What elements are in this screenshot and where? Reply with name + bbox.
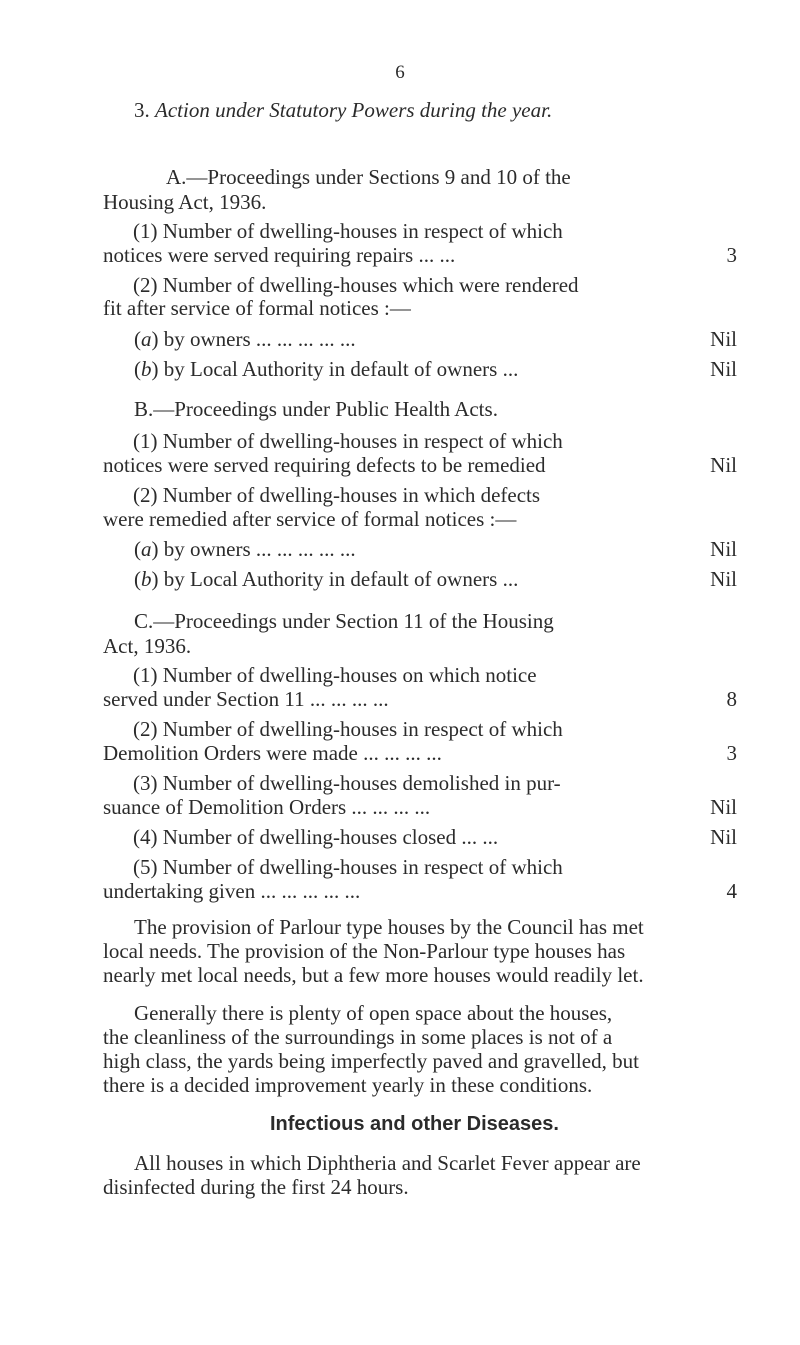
section-c-intro-cont: Act, 1936.: [103, 634, 192, 658]
section-b-item1: (1) Number of dwelling-houses in respect of which: [133, 429, 563, 453]
section-c-item3: (3) Number of dwelling-houses demolished in pur-: [133, 771, 561, 795]
subheading: Infectious and other Diseases.: [270, 1113, 559, 1135]
paragraph-2-line-1: Generally there is plenty of open space about the houses,: [134, 1001, 613, 1025]
section-a-item2-cont: fit after service of formal notices :—: [103, 296, 411, 320]
section-c-item2-cont: Demolition Orders were made ... ... ... ...: [103, 741, 442, 765]
section-c-item1-value: 8: [726, 687, 737, 711]
section-c-item3-cont: suance of Demolition Orders ... ... ... ...: [103, 795, 431, 819]
section-a-item2a: (a) by owners ... ... ... ... ...: [134, 327, 356, 351]
section-a-item1-value: 3: [726, 243, 737, 267]
section-a-item1: (1) Number of dwelling-houses in respect of which: [133, 219, 563, 243]
section-c-intro: C.—Proceedings under Section 11 of the Housing: [134, 609, 554, 633]
section-a-item1-cont: notices were served requiring repairs ... ...: [103, 243, 456, 267]
section-b-item2a-value: Nil: [710, 537, 737, 561]
section-b-intro: B.—Proceedings under Public Health Acts.: [134, 397, 498, 421]
section-c-item5-cont: undertaking given ... ... ... ... ...: [103, 879, 361, 903]
section-c-item2-value: 3: [726, 741, 737, 765]
section-c-item5: (5) Number of dwelling-houses in respect of which: [133, 855, 563, 879]
section-c-item5-value: 4: [726, 879, 737, 903]
section-b-item2b-value: Nil: [710, 567, 737, 591]
paragraph-1-line-2: local needs. The provision of the Non-Parlour type houses has: [103, 939, 626, 963]
paragraph-3-line-2: disinfected during the first 24 hours.: [103, 1175, 409, 1199]
section-b-item2: (2) Number of dwelling-houses in which defects: [133, 483, 541, 507]
page-number: 6: [395, 62, 405, 83]
section-b-item1-cont: notices were served requiring defects to be remedied: [103, 453, 546, 477]
paragraph-2-line-3: high class, the yards being imperfectly paved and gravelled, but: [103, 1049, 639, 1073]
section-c-item3-value: Nil: [710, 795, 737, 819]
paragraph-2-line-2: the cleanliness of the surroundings in some places is not of a: [103, 1025, 613, 1049]
section-b-item1-value: Nil: [710, 453, 737, 477]
paragraph-3-line-1: All houses in which Diphtheria and Scarlet Fever appear are: [134, 1151, 641, 1175]
section-c-item1: (1) Number of dwelling-houses on which notice: [133, 663, 537, 687]
paragraph-1-line-3: nearly met local needs, but a few more houses would readily let.: [103, 963, 644, 987]
section-c-item4: (4) Number of dwelling-houses closed ... ...: [133, 825, 499, 849]
section-a-item2a-value: Nil: [710, 327, 737, 351]
section-b-item2b: (b) by Local Authority in default of owners ...: [134, 567, 519, 591]
paragraph-1-line-1: The provision of Parlour type houses by the Council has met: [134, 915, 644, 939]
section-heading: 3. Action under Statutory Powers during the year.: [134, 98, 553, 122]
section-a-item2b-value: Nil: [710, 357, 737, 381]
paragraph-2-line-4: there is a decided improvement yearly in these conditions.: [103, 1073, 593, 1097]
section-c-item4-value: Nil: [710, 825, 737, 849]
section-b-item2a: (a) by owners ... ... ... ... ...: [134, 537, 356, 561]
section-c-item2: (2) Number of dwelling-houses in respect of which: [133, 717, 563, 741]
section-a-item2b: (b) by Local Authority in default of owners ...: [134, 357, 519, 381]
section-c-item1-cont: served under Section 11 ... ... ... ...: [103, 687, 389, 711]
section-b-item2-cont: were remedied after service of formal notices :—: [103, 507, 517, 531]
section-a-item2: (2) Number of dwelling-houses which were rendered: [133, 273, 579, 297]
section-a-intro: A.—Proceedings under Sections 9 and 10 of the: [166, 165, 571, 189]
section-a-intro-cont: Housing Act, 1936.: [103, 190, 267, 214]
